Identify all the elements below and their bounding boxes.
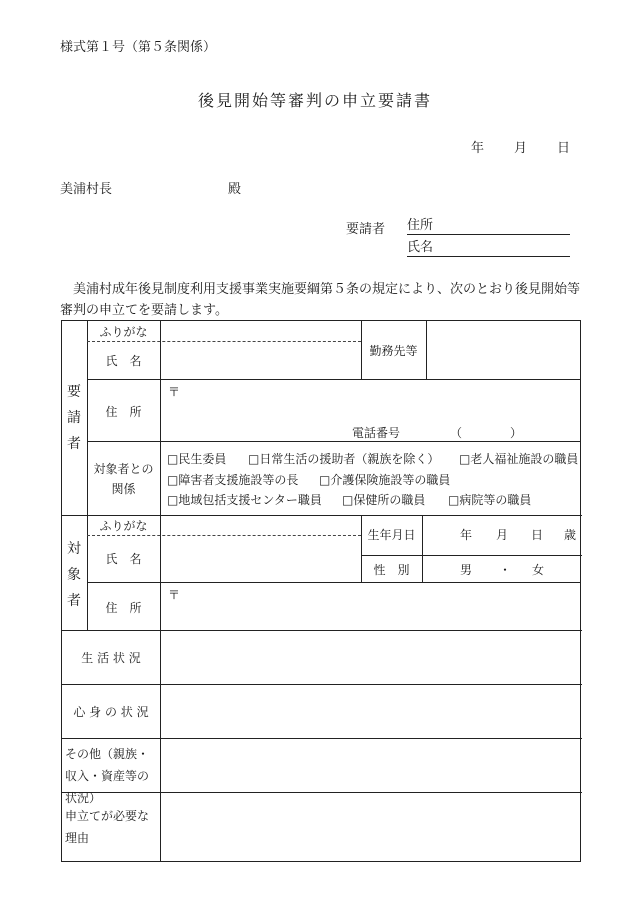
form-number: 様式第１号（第５条関係） [60, 40, 217, 55]
age-unit: 歳 [564, 528, 577, 542]
request-form-table [61, 320, 581, 862]
date-year-label: 年 [471, 141, 485, 156]
date-month-label: 月 [514, 141, 528, 156]
birth-day-unit: 日 [531, 528, 544, 542]
birth-year-unit: 年 [460, 528, 473, 542]
birth-right-divider [422, 515, 423, 582]
divider-mental-other [62, 738, 582, 739]
birth-month-unit: 月 [496, 528, 509, 542]
workplace-label: 勤務先等 [369, 344, 418, 358]
requester-group-label: 要 請 者 [67, 384, 81, 452]
sex-separator: ・ [499, 563, 512, 577]
requester-name-address-divider [87, 379, 581, 380]
subject-postal-mark: 〒 [168, 588, 181, 602]
requester-name-label: 氏 名 [105, 354, 142, 368]
divider-living-mental [62, 684, 582, 685]
page-title: 後見開始等審判の申立要請書 [197, 91, 432, 110]
requester-furigana-label: ふりがな [99, 325, 148, 339]
subject-group-label: 対 象 者 [67, 541, 81, 609]
birth-sex-divider [361, 555, 582, 556]
option-community-support-staff[interactable]: □地域包括支援センター職員 [167, 493, 322, 507]
other-status-input[interactable] [162, 740, 580, 790]
sex-label: 性 別 [373, 563, 410, 577]
option-disability-facility-head[interactable]: □障害者支援施設等の長 [167, 473, 299, 487]
sex-female-option[interactable]: 女 [532, 563, 545, 577]
option-care-facility-staff[interactable]: □介護保険施設等の職員 [319, 473, 451, 487]
bottom-label-divider [160, 630, 161, 862]
mental-status-label: 心 身 の 状 況 [73, 705, 149, 719]
reason-input[interactable] [162, 794, 580, 860]
phone-label: 電話番号 [352, 426, 401, 440]
requester-name-line[interactable] [407, 240, 570, 257]
reason-label: 申立てが必要な理由 [65, 809, 150, 845]
requester-address-label: 住 所 [105, 405, 142, 419]
requester-label: 要請者 [346, 222, 386, 237]
honorific: 殿 [228, 182, 242, 197]
requester-postal-mark: 〒 [168, 385, 181, 399]
intro-text: 美浦村成年後見制度利用支援事業実施要綱第５条の規定により、次のとおり後見開始等審判の申立てを要請します。 [60, 282, 581, 318]
divider-subject-living [62, 630, 582, 631]
requester-address-line[interactable] [407, 218, 570, 235]
mental-status-input[interactable] [162, 686, 580, 736]
option-daily-life-helper[interactable]: □日常生活の援助者（親族を除く） [248, 452, 440, 466]
requester-name-input[interactable] [162, 323, 360, 377]
option-health-center-staff[interactable]: □保健所の職員 [342, 493, 426, 507]
label-column-divider [160, 321, 161, 630]
sex-male-option[interactable]: 男 [460, 563, 473, 577]
living-status-label: 生 活 状 況 [81, 651, 141, 665]
subject-address-label: 住 所 [105, 601, 142, 615]
option-welfare-commissioner[interactable]: □民生委員 [167, 452, 227, 466]
workplace-right-divider [426, 321, 427, 379]
subject-name-address-divider [87, 582, 581, 583]
phone-parens: （ ） [450, 426, 523, 440]
relation-label-line2: 関係 [111, 482, 136, 496]
option-hospital-staff[interactable]: □病院等の職員 [448, 493, 532, 507]
subject-name-input[interactable] [162, 517, 360, 581]
birthdate-label: 生年月日 [367, 528, 416, 542]
date-day-label: 日 [557, 141, 571, 156]
requester-address-relation-divider [87, 441, 581, 442]
divider-requester-subject [62, 515, 582, 516]
subject-furigana-label: ふりがな [99, 519, 148, 533]
subject-name-label: 氏 名 [105, 552, 142, 566]
living-status-input[interactable] [162, 632, 580, 682]
addressee: 美浦村長 [60, 182, 113, 197]
requester-name-label: 氏名 [407, 240, 434, 255]
relation-label-line1: 対象者との [93, 462, 154, 476]
option-elderly-facility-staff[interactable]: □老人福祉施設の職員 [459, 452, 579, 466]
workplace-input[interactable] [428, 323, 580, 377]
other-status-label: その他（親族・収入・資産等の状況） [65, 747, 150, 805]
requester-address-label: 住所 [407, 218, 434, 233]
